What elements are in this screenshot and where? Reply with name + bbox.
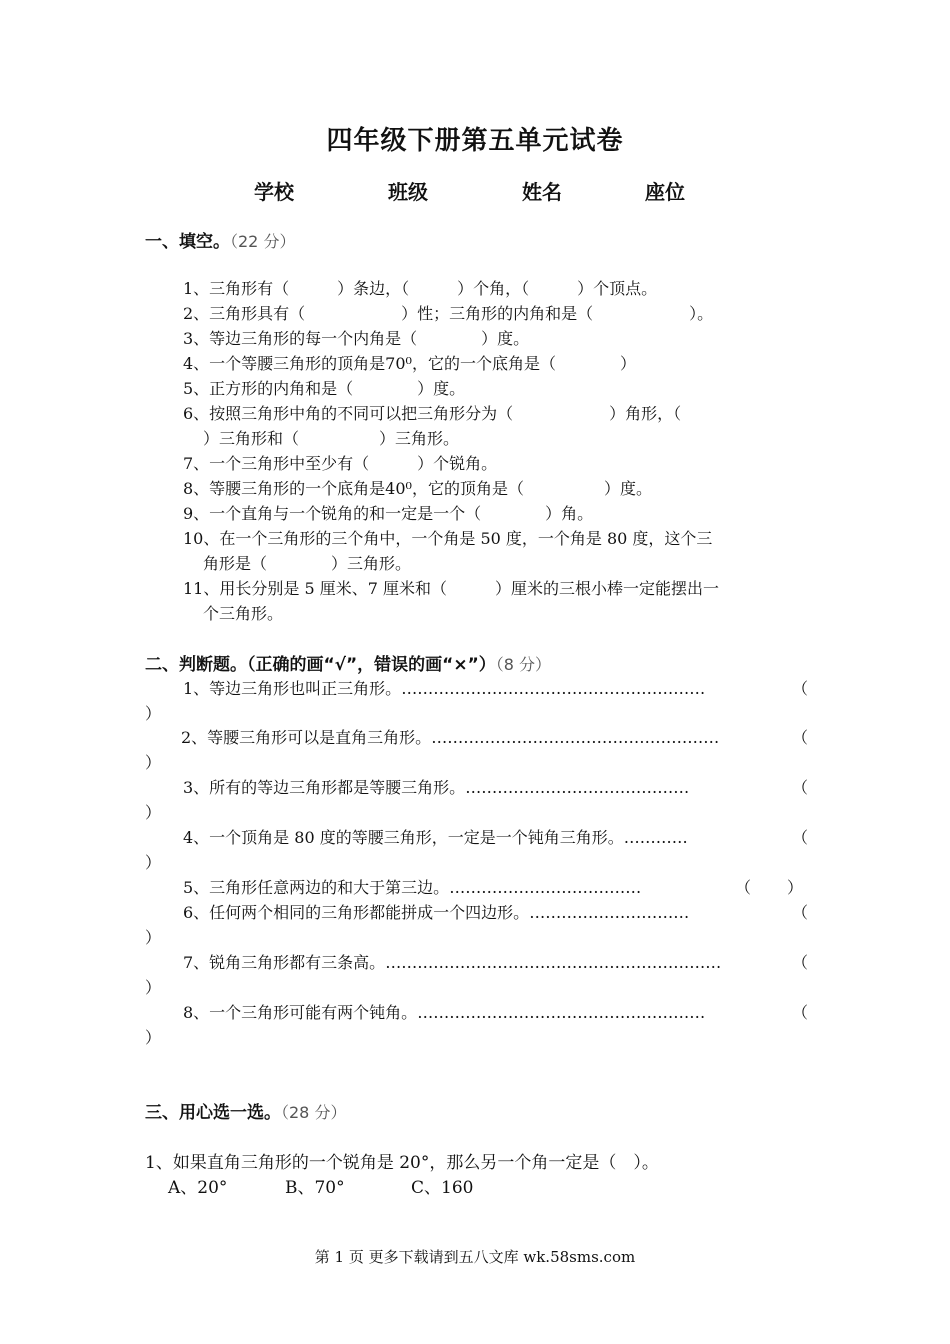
judge-text: 8、一个三角形可能有两个钝角。 xyxy=(183,1003,418,1022)
choice-question: 1、如果直角三角形的一个锐角是 20°，那么另一个角一定是（ ）。 xyxy=(145,1153,659,1173)
judge-dots: ……………………………… xyxy=(449,878,642,897)
answer-close-paren: ） xyxy=(145,704,162,723)
answer-open-paren: （ xyxy=(792,1003,809,1022)
answer-close-paren: ） xyxy=(145,978,162,997)
section3-score: （28 分） xyxy=(281,1103,347,1122)
fill-line: 个三角形。 xyxy=(203,604,284,623)
fill-line: 1、三角形有（ ）条边，（ ）个角，（ ）个顶点。 xyxy=(183,279,658,298)
section3-heading xyxy=(145,1098,346,1123)
fill-line: 角形是（ ）三角形。 xyxy=(203,554,412,573)
fill-line: 8、等腰三角形的一个底角是40⁰，它的顶角是（ ）度。 xyxy=(183,479,652,498)
judge-text: 7、锐角三角形都有三条高。 xyxy=(183,953,386,972)
judge-text: 2、等腰三角形可以是直角三角形。 xyxy=(181,728,432,747)
section1-score: （22 分） xyxy=(230,232,296,251)
choice-option-a: A、20° xyxy=(168,1178,228,1198)
judge-text: 3、所有的等边三角形都是等腰三角形。 xyxy=(183,778,466,797)
judge-item xyxy=(183,950,721,973)
judge-text: 4、一个顶角是 80 度的等腰三角形，一定是一个钝角三角形。 xyxy=(183,828,624,847)
judge-item xyxy=(183,900,689,923)
judge-item xyxy=(181,725,719,748)
fill-line: 2、三角形具有（ ）性；三角形的内角和是（ ）。 xyxy=(183,304,714,323)
answer-close-paren: ） xyxy=(145,853,162,872)
choice-option-c: C、160 xyxy=(411,1178,474,1198)
section2-score: （8 分） xyxy=(495,655,552,674)
answer-open-paren: （ xyxy=(792,903,809,922)
section2-title: 二、判断题。（正确的画“√”，错误的画“×”） xyxy=(145,655,496,675)
choice-option-b: B、70° xyxy=(285,1178,345,1198)
judge-dots: ………………………… xyxy=(529,903,690,922)
fill-line: 3、等边三角形的每一个内角是（ ）度。 xyxy=(183,329,530,348)
judge-item xyxy=(183,1000,705,1023)
answer-open-paren: （ xyxy=(792,828,809,847)
judge-item xyxy=(183,875,641,898)
fill-line: 4、一个等腰三角形的顶角是70⁰，它的一个底角是（ ） xyxy=(183,354,636,373)
answer-open-paren: （ xyxy=(792,728,809,747)
judge-text: 6、任何两个相同的三角形都能拼成一个四边形。 xyxy=(183,903,530,922)
answer-open-paren: （ xyxy=(792,778,809,797)
fill-line: 10、在一个三角形的三个角中，一个角是 50 度，一个角是 80 度，这个三 xyxy=(183,529,713,548)
judge-dots: ……………………………………………… xyxy=(417,1003,706,1022)
judge-text: 1、等边三角形也叫正三角形。 xyxy=(183,679,402,698)
header-field-seat: 座位 xyxy=(645,180,685,204)
answer-close-paren: ） xyxy=(145,928,162,947)
judge-item xyxy=(183,775,689,798)
fill-line: 7、一个三角形中至少有（ ）个锐角。 xyxy=(183,454,498,473)
section3-title: 三、用心选一选。 xyxy=(145,1103,281,1123)
answer-open-paren: （ xyxy=(792,953,809,972)
fill-line: 6、按照三角形中角的不同可以把三角形分为（ ）角形，（ xyxy=(183,404,682,423)
header-field-school: 学校 xyxy=(254,180,294,204)
judge-dots: ………………………………………………… xyxy=(401,679,706,698)
judge-item xyxy=(183,676,705,699)
answer-paren: （ ） xyxy=(735,878,804,897)
header-field-name: 姓名 xyxy=(522,180,562,204)
fill-line: 5、正方形的内角和是（ ）度。 xyxy=(183,379,466,398)
judge-dots: …………………………………… xyxy=(465,778,690,797)
judge-item xyxy=(183,825,688,848)
fill-line: ）三角形和（ ）三角形。 xyxy=(203,429,460,448)
answer-close-paren: ） xyxy=(145,1028,162,1047)
judge-text: 5、三角形任意两边的和大于第三边。 xyxy=(183,878,450,897)
judge-dots: ……………………………………………………… xyxy=(385,953,722,972)
answer-close-paren: ） xyxy=(145,803,162,822)
answer-close-paren: ） xyxy=(145,753,162,772)
page-title: 四年级下册第五单元试卷 xyxy=(326,126,624,156)
judge-dots: ………… xyxy=(623,828,688,847)
fill-line: 9、一个直角与一个锐角的和一定是一个（ ）角。 xyxy=(183,504,594,523)
section1-heading xyxy=(145,227,295,252)
section1-title: 一、填空。 xyxy=(145,232,230,252)
fill-line: 11、用长分别是 5 厘米、7 厘米和（ ）厘米的三根小棒一定能摆出一 xyxy=(183,579,719,598)
answer-open-paren: （ xyxy=(792,679,809,698)
judge-dots: ……………………………………………… xyxy=(431,728,720,747)
header-field-class: 班级 xyxy=(388,180,428,204)
section2-heading xyxy=(145,650,551,675)
page-footer: 第 1 页 更多下载请到五八文库 wk.58sms.com xyxy=(314,1248,636,1266)
